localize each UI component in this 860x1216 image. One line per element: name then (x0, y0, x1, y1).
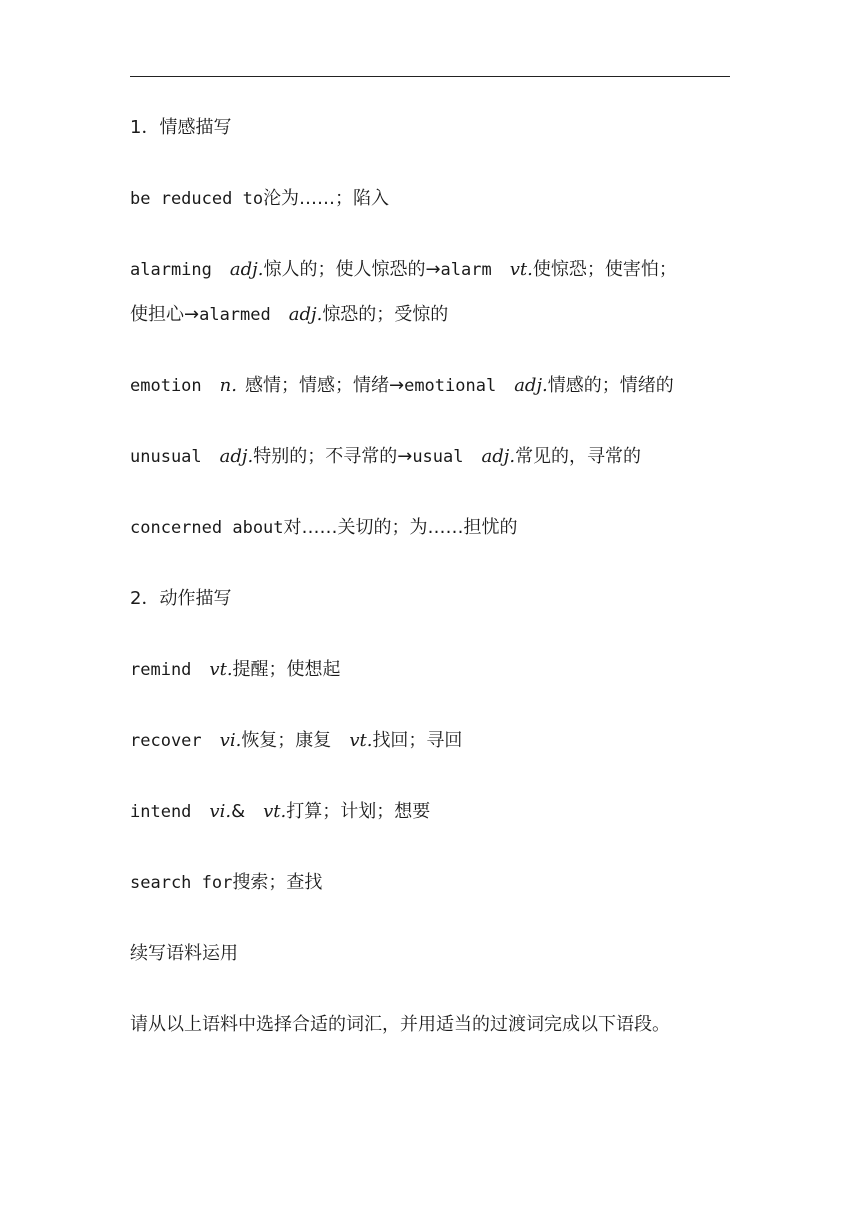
section-heading-text: 1．情感描写 (130, 117, 232, 138)
part-of-speech: vt. (509, 259, 533, 280)
vocab-meaning: 恢复；康复 (241, 730, 332, 751)
vocab-entry-intend (130, 800, 750, 824)
part-of-speech: adj. (229, 259, 264, 280)
practice-title (130, 942, 750, 966)
vocab-word: recover (130, 731, 202, 751)
related-meaning: 情感的；情绪的 (547, 375, 674, 396)
related-meaning: 常见的，寻常的 (515, 446, 642, 467)
vocab-entry-recover (130, 729, 750, 753)
vocab-meaning: 找回；寻回 (372, 730, 463, 751)
vocab-word: search for (130, 873, 233, 893)
vocab-entry-concerned-about (130, 516, 750, 540)
vocab-meaning: 提醒；使想起 (232, 659, 341, 680)
practice-title-text: 续写语料运用 (130, 943, 238, 964)
section-1-heading (130, 116, 750, 140)
vocab-meaning: 惊人的；使人惊恐的→ (263, 259, 441, 280)
related-word: alarm (440, 260, 492, 280)
part-of-speech: vt. (209, 659, 233, 680)
header-rule (130, 76, 730, 77)
part-of-speech: adj. (288, 304, 323, 325)
section-2-heading (130, 587, 750, 611)
practice-instruction-text: 请从以上语料中选择合适的词汇，并用适当的过渡词完成以下语段。 (130, 1014, 670, 1035)
vocab-meaning: 搜索；查找 (232, 872, 323, 893)
part-of-speech: n. (219, 375, 237, 396)
vocab-entry-search-for (130, 871, 750, 895)
part-of-speech: vi. (209, 801, 232, 822)
vocab-word: unusual (130, 447, 202, 467)
vocab-word: alarming (130, 260, 212, 280)
section-heading-text: 2．动作描写 (130, 588, 232, 609)
vocab-entry-unusual (130, 445, 750, 469)
vocab-meaning: 沦为……；陷入 (263, 188, 390, 209)
practice-instruction (130, 1013, 750, 1037)
part-of-speech: vt. (263, 801, 287, 822)
ampersand: & (231, 801, 246, 822)
part-of-speech: vi. (219, 730, 242, 751)
vocab-word: concerned about (130, 518, 284, 538)
related-word: alarmed (199, 305, 271, 325)
vocab-meaning: 打算；计划；想要 (286, 801, 431, 822)
related-word: emotional (404, 376, 497, 396)
vocab-entry-remind (130, 658, 750, 682)
related-meaning: 使惊恐；使害怕； (532, 259, 677, 280)
vocab-meaning: 特别的；不寻常的→ (253, 446, 413, 467)
vocab-word: intend (130, 802, 192, 822)
part-of-speech: vt. (349, 730, 373, 751)
vocab-entry-alarming-continued (130, 303, 750, 327)
vocab-word: emotion (130, 376, 202, 396)
related-meaning: 惊恐的；受惊的 (322, 304, 449, 325)
related-word: usual (412, 447, 464, 467)
vocab-meaning: 对……关切的；为……担忧的 (283, 517, 518, 538)
vocab-entry-be-reduced-to (130, 187, 750, 211)
vocab-entry-emotion (130, 374, 750, 398)
part-of-speech: adj. (481, 446, 516, 467)
vocab-word: remind (130, 660, 192, 680)
vocab-entry-alarming (130, 258, 750, 282)
part-of-speech: adj. (219, 446, 254, 467)
vocab-word: be reduced to (130, 189, 264, 209)
vocab-meaning: 感情；情感；情绪→ (244, 375, 405, 396)
part-of-speech: adj. (514, 375, 548, 396)
vocab-meaning-continued: 使担心→ (130, 304, 200, 325)
